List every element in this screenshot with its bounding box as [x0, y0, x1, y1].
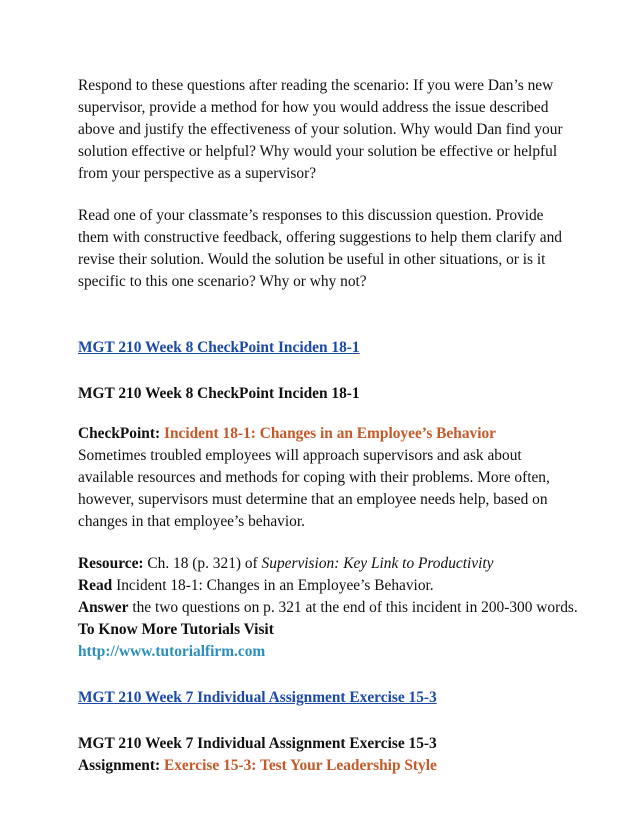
- resource-label: Resource:: [78, 555, 144, 572]
- resource-text: Ch. 18 (p. 321) of: [147, 555, 258, 572]
- assignment-label: Assignment:: [78, 757, 161, 774]
- assignment-line: [78, 755, 578, 777]
- scenario-paragraph-2: Read one of your classmate’s responses to this discussion question. Provide them with constructive feedback, offering suggestions to help them clarify and revise their solution. Would the solution be useful in other situations, or is it specific to this one scenario? Why or why not?: [78, 207, 562, 290]
- tutorials-line: To Know More Tutorials Visit: [78, 621, 274, 638]
- assignment-title: Exercise 15-3: Test Your Leadership Style: [163, 757, 437, 774]
- week7-link[interactable]: MGT 210 Week 7 Individual Assignment Exercise 15-3: [78, 689, 437, 706]
- checkpoint-title: Incident 18-1: Changes in an Employee’s Behavior: [163, 425, 497, 442]
- read-text: Incident 18-1: Changes in an Employee’s Behavior.: [116, 577, 434, 594]
- tutorial-url-link[interactable]: http://www.tutorialfirm.com: [78, 643, 266, 660]
- week8-heading: MGT 210 Week 8 CheckPoint Inciden 18-1: [78, 385, 360, 402]
- read-label: Read: [78, 577, 113, 594]
- resource-line: [78, 553, 578, 575]
- week8-link[interactable]: MGT 210 Week 8 CheckPoint Inciden 18-1: [78, 339, 360, 356]
- document-page: [78, 75, 578, 777]
- scenario-paragraph-1: Respond to these questions after reading the scenario: If you were Dan’s new supervisor, provide a method for how you would address the issue described above and justify the effectiveness of your solution. Why would Dan find your solution effective or helpful? Why would your solution be effective or helpful from your perspective as a supervisor?: [78, 77, 563, 182]
- answer-text: the two questions on p. 321 at the end of this incident in 200-300 words.: [132, 599, 578, 616]
- checkpoint-body: Sometimes troubled employees will approach supervisors and ask about available resources and methods for coping with their problems. More often, however, supervisors must determine that an employee needs help, based on changes in that employee’s behavior.: [78, 447, 550, 530]
- answer-label: Answer: [78, 599, 129, 616]
- read-line: [78, 575, 578, 597]
- checkpoint-label: CheckPoint:: [78, 425, 161, 442]
- checkpoint-line: [78, 423, 578, 445]
- resource-book: Supervision: Key Link to Productivity: [261, 555, 494, 572]
- answer-line: [78, 597, 578, 619]
- week7-heading: MGT 210 Week 7 Individual Assignment Exercise 15-3: [78, 735, 437, 752]
